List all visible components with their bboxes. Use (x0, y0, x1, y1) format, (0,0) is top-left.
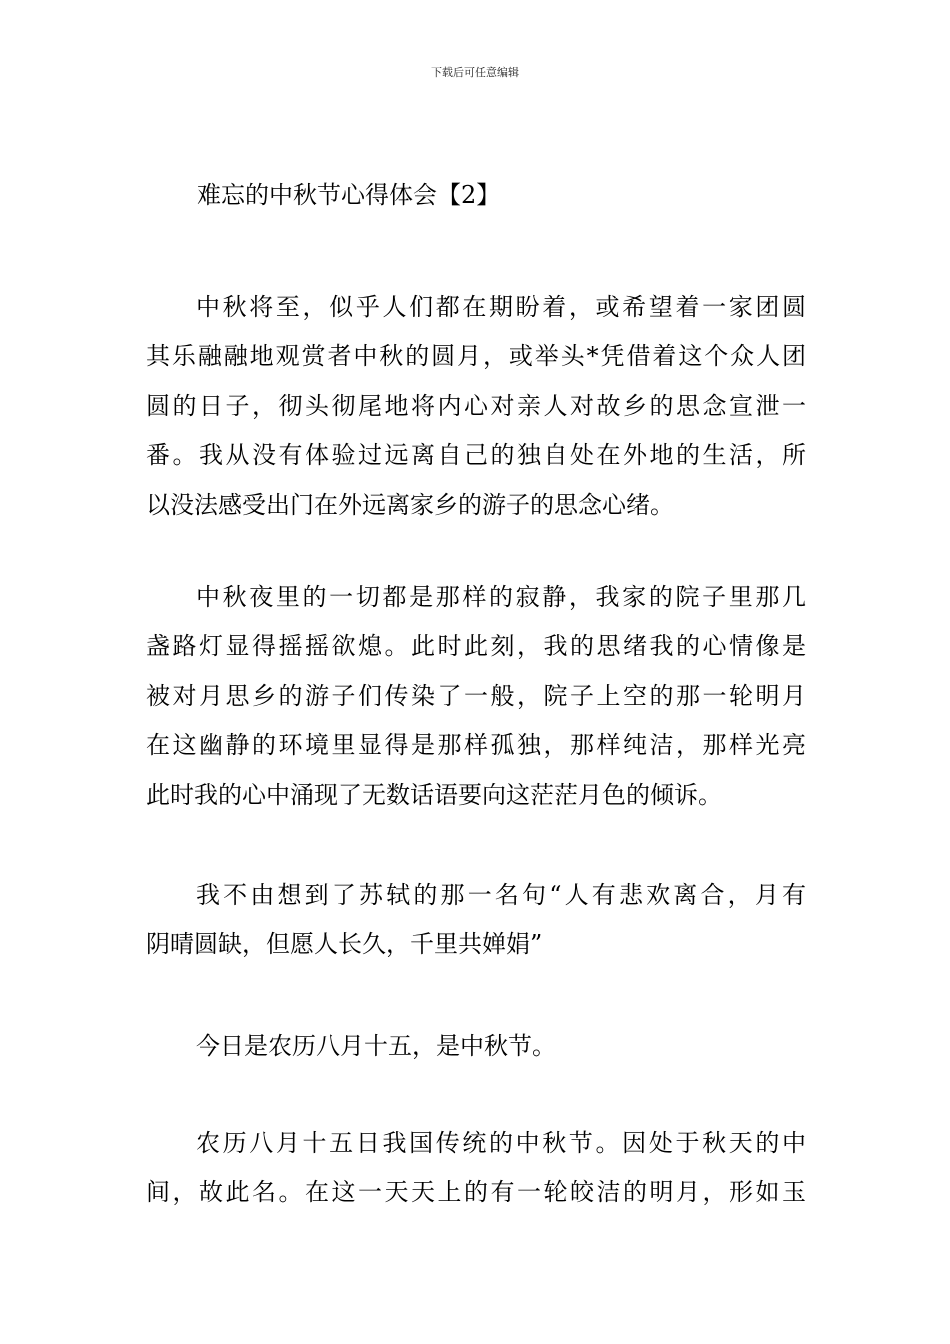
paragraph-line: 在这幽静的环境里显得是那样孤独，那样纯洁，那样光亮 (146, 731, 806, 760)
paragraph-line: 其乐融融地观赏者中秋的圆月，或举头*凭借着这个众人团 (146, 342, 806, 371)
paragraph-line: 今日是农历八月十五，是中秋节。 (196, 1032, 556, 1060)
document-title: 难忘的中秋节心得体会【2】 (197, 181, 501, 209)
paragraph (146, 283, 806, 530)
paragraph-line: 盏路灯显得摇摇欲熄。此时此刻，我的思绪我的心情像是 (146, 632, 806, 661)
paragraph-line: 被对月思乡的游子们传染了一般，院子上空的那一轮明月 (146, 681, 806, 710)
paragraph-line: 阴晴圆缺，但愿人长久，千里共婵娟” (146, 930, 543, 959)
paragraph-line: 圆的日子，彻头彻尾地将内心对亲人对故乡的思念宣泄一 (146, 391, 806, 420)
paragraph (146, 573, 806, 820)
paragraph-line: 中秋将至，似乎人们都在期盼着，或希望着一家团圆 (196, 293, 806, 321)
paragraph-line: 我不由想到了苏轼的那一名句“人有悲欢离合，月有 (196, 881, 806, 909)
page-header-note: 下载后可任意编辑 (431, 66, 519, 79)
paragraph (146, 1119, 806, 1218)
paragraph-line: 以没法感受出门在外远离家乡的游子的思念心绪。 (146, 490, 674, 519)
paragraph (146, 1022, 806, 1071)
paragraph-line: 中秋夜里的一切都是那样的寂静，我家的院子里那几 (196, 583, 806, 611)
paragraph-line: 间，故此名。在这一天天上的有一轮皎洁的明月，形如玉 (146, 1178, 806, 1207)
paragraph-line: 此时我的心中涌现了无数话语要向这茫茫月色的倾诉。 (146, 780, 722, 809)
paragraph (146, 871, 806, 970)
paragraph-line: 农历八月十五日我国传统的中秋节。因处于秋天的中 (196, 1129, 806, 1157)
paragraph-line: 番。我从没有体验过远离自己的独自处在外地的生活，所 (146, 441, 806, 470)
